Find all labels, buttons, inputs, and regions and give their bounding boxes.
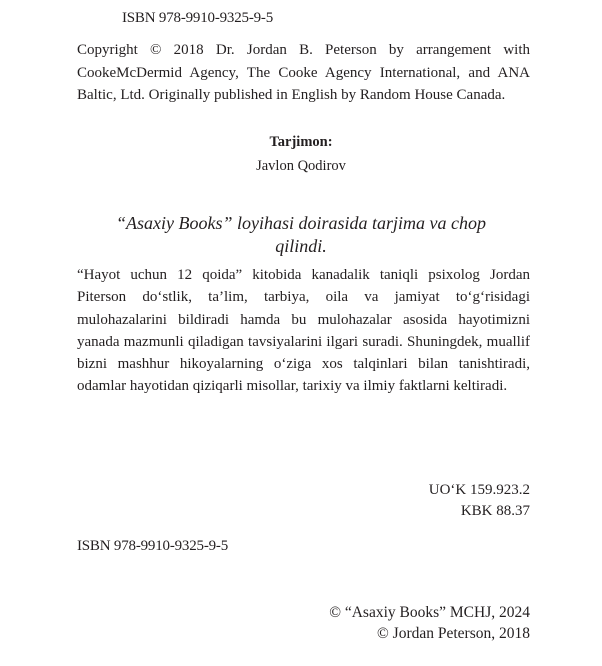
isbn-bottom: ISBN 978-9910-9325-9-5 [77, 538, 229, 554]
copyright-notice: Copyright © 2018 Dr. Jordan B. Peterson by arrangement with CookeMcDermid Agency, The Cooke Agency International, and ANA Baltic, Ltd. Originally published in English by Random House Canada. [77, 42, 530, 103]
translator-label: Tarjimon: [269, 134, 333, 150]
publisher-copyright: © “Asaxiy Books” MCHJ, 2024 [329, 604, 530, 621]
translator-name: Javlon Qodirov [256, 158, 346, 174]
kbk-code: KBK 88.37 [460, 503, 530, 519]
project-note: “Asaxiy Books” loyihasi doirasida tarjima va chop qilindi. [116, 213, 486, 256]
isbn-top: ISBN 978-9910-9325-9-5 [122, 10, 274, 26]
author-copyright: © Jordan Peterson, 2018 [377, 625, 530, 642]
udk-code: UO‘K 159.923.2 [428, 482, 530, 498]
book-description: “Hayot uchun 12 qoida” kitobida kanadalik taniqli psixolog Jordan Piterson do‘stlik, ta’lim, tarbiya, oila va jamiyat to‘g‘risidagi mulohazalarini bildiradi hamda bu mulohazalar asosida hayotimizni yanada mazmunli qiladigan tavsiyalarini ilgari suradi. Shuningdek, muallif bizni mashhur hikoyalarning o‘ziga xos talqinlari bilan tanishtiradi, odamlar hayotidan qiziqarli misollar, tarixiy va ilmiy faktlarni keltiradi. [77, 267, 530, 395]
